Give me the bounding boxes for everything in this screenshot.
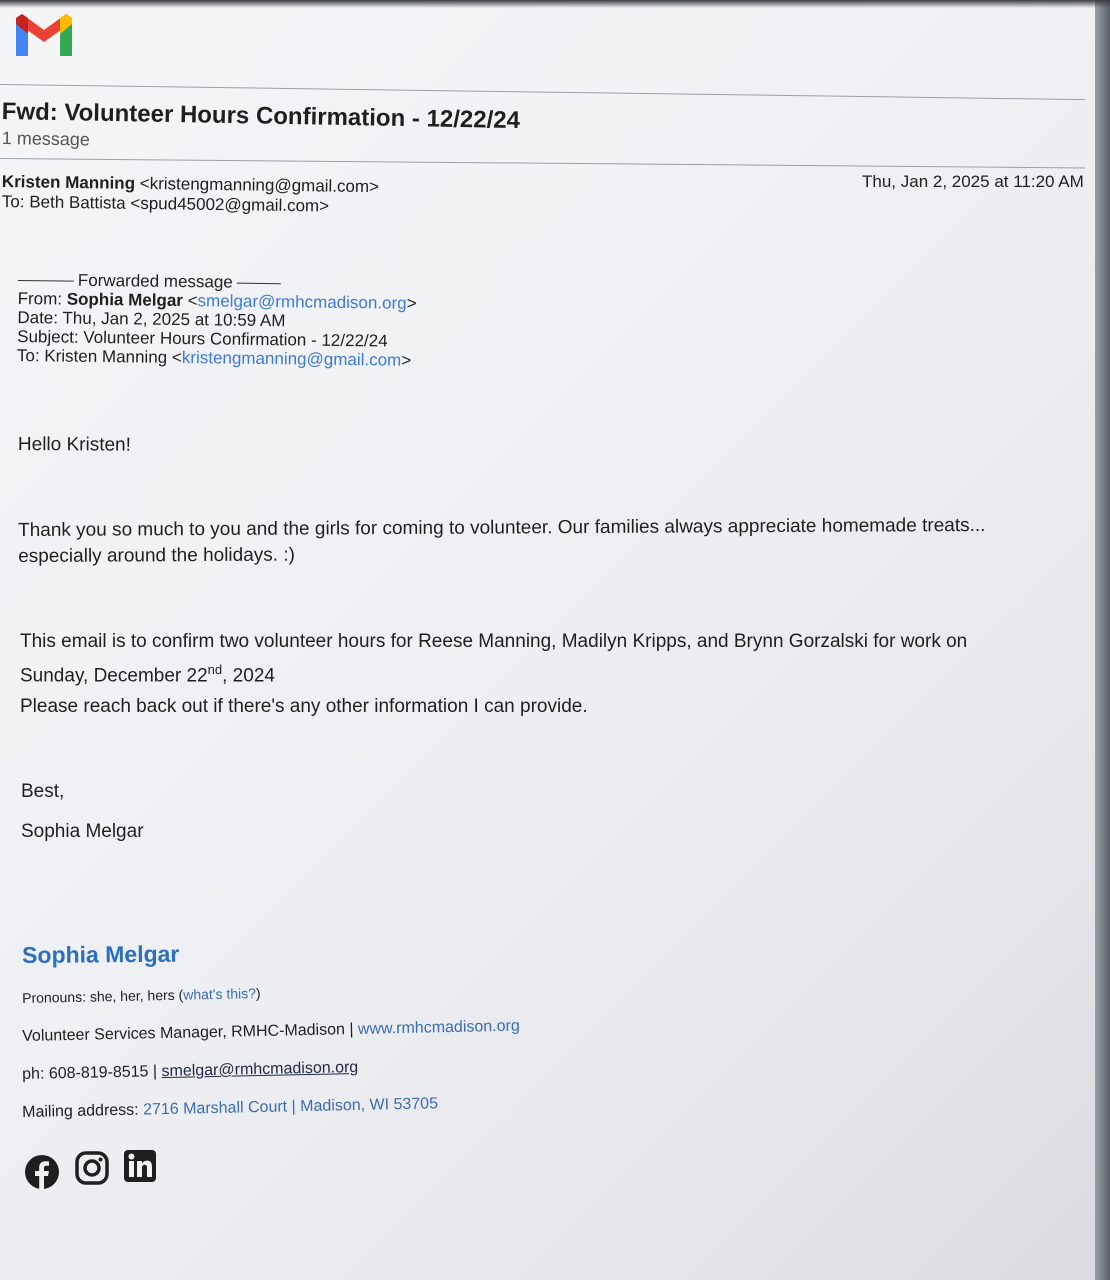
forwarded-to: To: Kristen Manning <kristengmanning@gmail.com> [16, 345, 412, 370]
greeting: Hello Kristen! [17, 434, 131, 456]
facebook-icon[interactable] [24, 1154, 60, 1190]
forwarded-from: From: Sophia Melgar <smelgar@rmhcmadison.org> [17, 288, 417, 313]
sender-email: <kristengmanning@gmail.com> [139, 173, 380, 197]
forwarded-from-name: Sophia Melgar [66, 289, 184, 311]
closing: Best, [21, 781, 65, 802]
message-count: 1 message [1, 128, 91, 150]
signature-phone: ph: 608-819-8515 | smelgar@rmhcmadison.org [22, 1058, 359, 1083]
closing-name: Sophia Melgar [21, 821, 144, 842]
email-date: Thu, Jan 2, 2025 at 11:20 AM [862, 172, 1084, 191]
signature-mailing: Mailing address: 2716 Marshall Court | Madison, WI 53705 [22, 1095, 439, 1121]
recipient-line: To: Beth Battista <spud45002@gmail.com> [1, 192, 330, 216]
body-paragraph-2: This email is to confirm two volunteer hours for Reese Manning, Madilyn Kripps, and Brynn Gorzalski for work on Sunday, December 22nd, 2024 [20, 631, 968, 687]
instagram-icon[interactable] [74, 1150, 110, 1186]
linkedin-icon[interactable] [122, 1148, 158, 1184]
subject-divider [0, 158, 1085, 168]
pronouns-info-link[interactable]: what's this? [183, 985, 257, 1003]
gmail-logo-icon [12, 12, 76, 60]
forwarded-date: Date: Thu, Jan 2, 2025 at 10:59 AM [17, 307, 286, 331]
website-link[interactable]: www.rmhcmadison.org [357, 1017, 520, 1038]
signature-name: Sophia Melgar [22, 940, 180, 968]
forwarded-header-block [17, 270, 417, 370]
mailing-address-link[interactable]: 2716 Marshall Court | Madison, WI 53705 [142, 1095, 439, 1119]
signature-title: Volunteer Services Manager, RMHC-Madison | www.rmhcmadison.org [22, 1017, 520, 1045]
body-paragraph-1: Thank you so much to you and the girls for coming to volunteer. Our families always appreciate homemade treats... especially around the holidays. :) [18, 514, 986, 567]
sender-name: Kristen Manning [1, 172, 136, 193]
signature-email-link[interactable]: smelgar@rmhcmadison.org [161, 1058, 359, 1081]
forwarded-to-email-link[interactable]: kristengmanning@gmail.com [181, 348, 402, 370]
signature-pronouns: Pronouns: she, her, hers (what's this?) [22, 985, 261, 1006]
forwarded-subject: Subject: Volunteer Hours Confirmation - 12/22/24 [17, 326, 388, 351]
forwarded-title: Forwarded message [18, 270, 417, 294]
header-divider [0, 84, 1085, 100]
photo-top-shadow [0, 0, 1110, 8]
forwarded-from-email-link[interactable]: smelgar@rmhcmadison.org [197, 291, 407, 313]
photo-background-edge [1095, 0, 1110, 1280]
body-paragraph-3: Please reach back out if there's any other information I can provide. [20, 696, 588, 717]
email-subject: Fwd: Volunteer Hours Confirmation - 12/22/24 [1, 98, 521, 135]
